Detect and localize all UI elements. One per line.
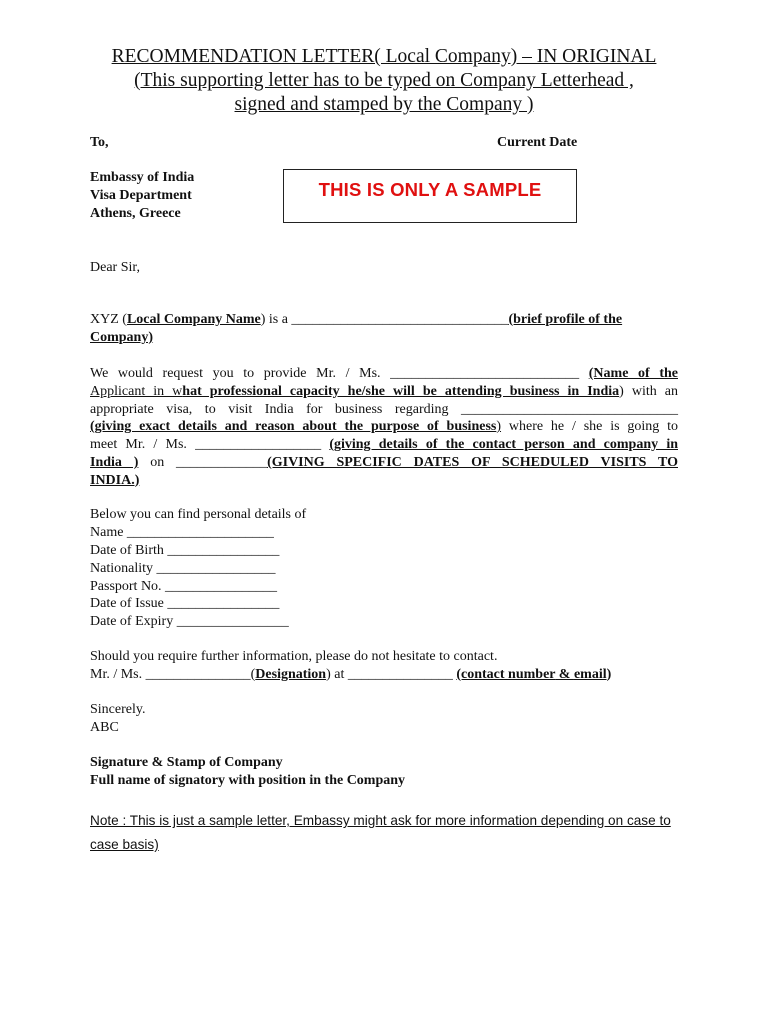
intro-company-hint: Company): [90, 329, 154, 345]
sample-notice-box: [283, 169, 577, 223]
detail-nationality: Nationality _________________: [90, 561, 276, 576]
request-text: with an: [623, 383, 678, 399]
request-text: on _____________: [138, 454, 268, 470]
note-line-2: case basis): [90, 837, 159, 852]
detail-date-of-issue: Date of Issue ________________: [90, 596, 280, 611]
intro-profile-hint: (brief profile of the: [508, 312, 623, 327]
contact-ampersand: &: [555, 667, 574, 682]
signature-stamp-label: Signature & Stamp of Company: [90, 755, 283, 770]
request-text: We would request you to provide Mr. / Ms. ___________________________: [90, 366, 589, 381]
detail-passport-no: Passport No. ________________: [90, 579, 278, 594]
address-line-1: Embassy of India: [90, 170, 195, 185]
intro-text: XYZ (: [90, 312, 127, 327]
signatory-name-label: Full name of signatory with position in the Company: [90, 773, 406, 788]
contact-text: ): [606, 667, 612, 682]
contact-designation-hint: Designation: [255, 667, 327, 682]
detail-date-of-expiry: Date of Expiry ________________: [90, 614, 289, 629]
request-hint: (Name of the: [588, 366, 678, 381]
contact-number-hint: (contact number: [456, 667, 556, 682]
request-text: where he / she is going to: [501, 419, 678, 435]
contact-text: Mr. / Ms. _______________(: [90, 667, 256, 682]
request-text: meet Mr. / Ms. __________________: [90, 437, 330, 453]
contact-line-2: [90, 666, 611, 684]
to-label: To,: [90, 135, 109, 150]
intro-paragraph: [90, 311, 678, 347]
closing-sincerely: Sincerely.: [90, 702, 146, 717]
detail-date-of-birth: Date of Birth ________________: [90, 543, 280, 558]
request-text: ): [619, 383, 624, 399]
intro-text: ) is a _______________________________: [260, 312, 509, 327]
request-text: Applicant in w: [90, 383, 183, 399]
note-line-1: Note : This is just a sample letter, Embassy might ask for more information depending on case to: [90, 813, 671, 828]
contact-text: ) at _______________: [326, 667, 457, 682]
contact-email-hint: email: [573, 667, 607, 682]
request-hint: (giving details of the contact person and company in: [329, 437, 678, 453]
address-line-2: Visa Department: [90, 188, 192, 203]
details-intro: Below you can find personal details of: [90, 507, 307, 522]
contact-line-1: Should you require further information, please do not hesitate to contact.: [90, 649, 498, 664]
salutation: Dear Sir,: [90, 260, 140, 275]
closing-signer: ABC: [90, 720, 119, 735]
request-text: appropriate visa, to visit India for business regarding _______________________________: [90, 401, 678, 417]
address-line-3: Athens, Greece: [90, 206, 181, 221]
letter-subtitle-line-1: (This supporting letter has to be typed on Company Letterhead ,: [134, 70, 634, 91]
letter-subtitle-line-2: signed and stamped by the Company ): [234, 94, 534, 115]
detail-name: Name _____________________: [90, 525, 274, 540]
request-hint: (GIVING SPECIFIC DATES OF SCHEDULED VISITS TO: [267, 454, 678, 470]
request-hint: INDIA.): [90, 472, 140, 488]
request-hint: India ): [90, 454, 139, 470]
request-paragraph: [90, 365, 678, 490]
sample-notice-text: THIS IS ONLY A SAMPLE: [318, 179, 542, 200]
request-hint: (giving exact details and reason about the purpose of business: [90, 419, 497, 435]
request-text: ): [496, 419, 502, 435]
letter-title: RECOMMENDATION LETTER( Local Company) – IN ORIGINAL: [111, 46, 657, 67]
intro-company-name: Local Company Name: [126, 312, 261, 327]
current-date-label: Current Date: [497, 135, 578, 150]
request-hint: hat professional capacity he/she will be attending business in India: [182, 383, 620, 399]
